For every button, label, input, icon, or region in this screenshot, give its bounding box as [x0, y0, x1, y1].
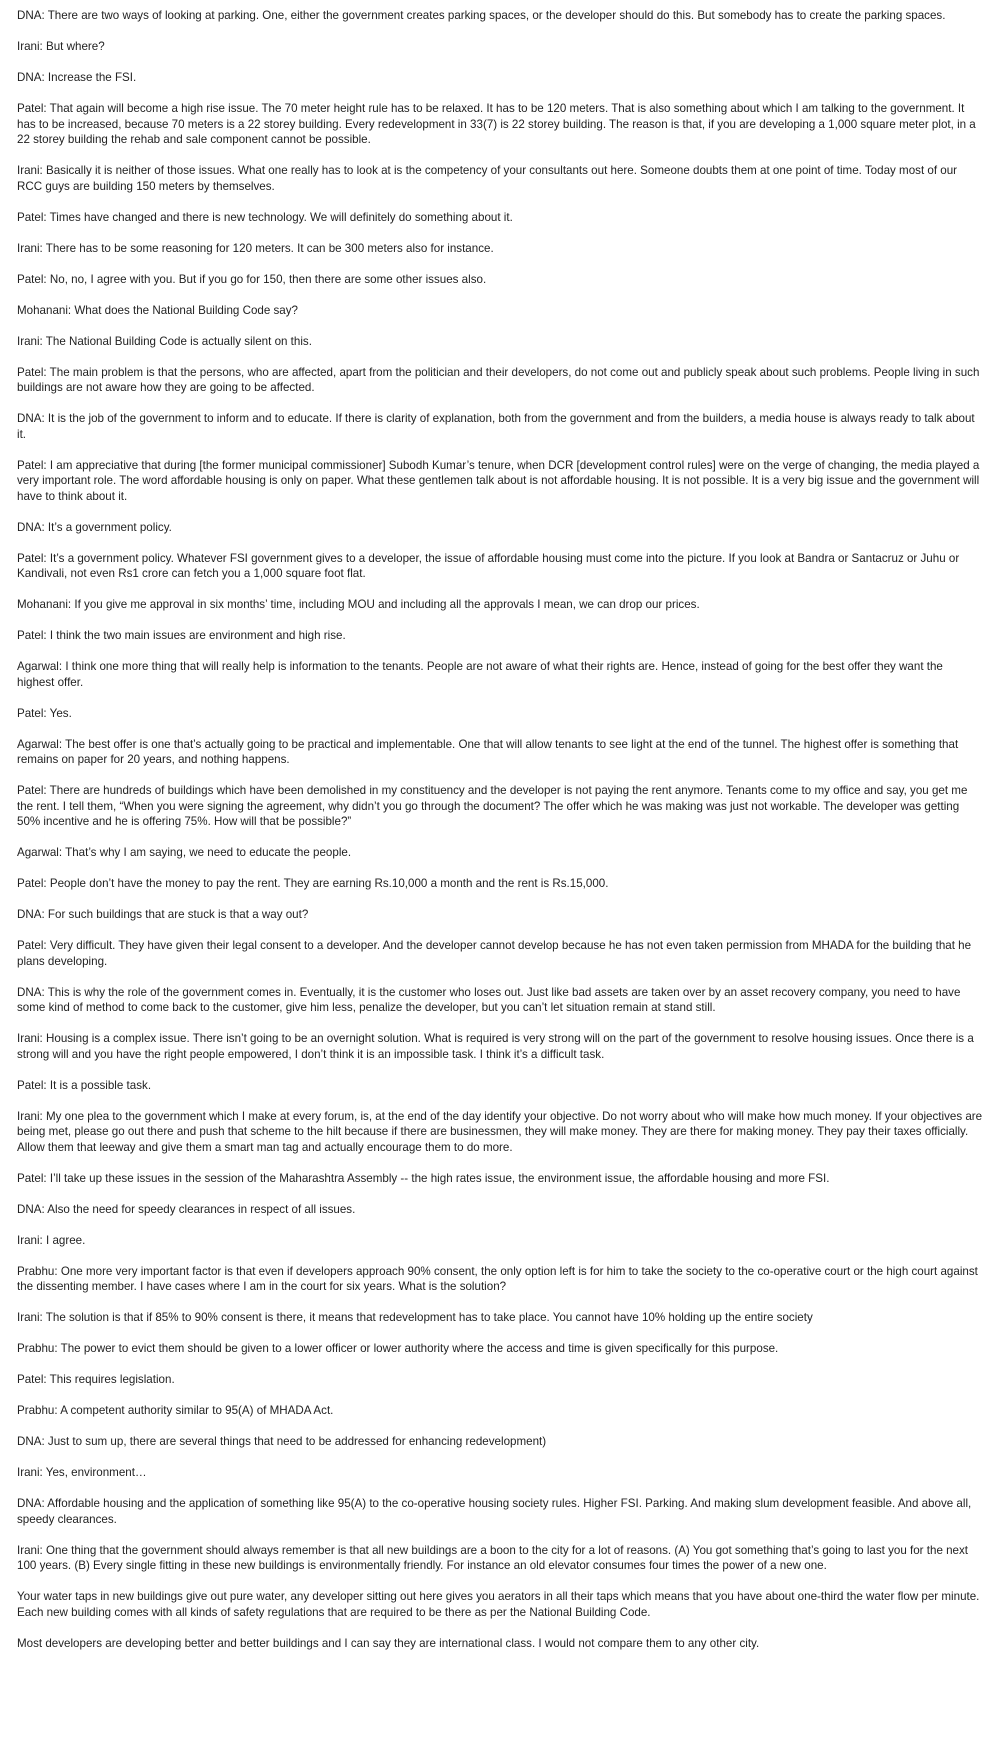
transcript-paragraph: Irani: The solution is that if 85% to 90% consent is there, it means that redevelopment has to take place. You cannot have 10% holding up the entire society	[17, 1311, 813, 1324]
transcript-paragraph: Irani: I agree.	[17, 1233, 86, 1247]
transcript-paragraph: Prabhu: A competent authority similar to 95(A) of MHADA Act.	[17, 1404, 334, 1417]
transcript-paragraph: Prabhu: One more very important factor is that even if developers approach 90% consent, the only option left is for him to take the society to the co-operative court or the high court against the dissenting member. I have cases where I am in the court for six years. What is the solution?	[17, 1264, 978, 1293]
transcript-paragraph: Most developers are developing better and better buildings and I can say they are international class. I would not compare them to any other city.	[17, 1636, 760, 1650]
transcript-paragraph: Patel: The main problem is that the persons, who are affected, apart from the politician and their developers, do not come out and publicly speak about such problems. People living in such buildings are not aware how they are going to be affected.	[17, 365, 980, 394]
transcript-paragraph: Irani: Basically it is neither of those issues. What one really has to look at is the competency of your consultants out here. Someone doubts them at one point of time. Today most of our RCC guys are building 150 meters by themselves.	[17, 164, 958, 193]
transcript-paragraph: Patel: It’s a government policy. Whatever FSI government gives to a developer, the issue of affordable housing must come into the picture. If you look at Bandra or Santacruz or Juhu or Kandivali, not even Rs1 crore can fetch you a 1,000 square foot flat.	[17, 551, 960, 580]
transcript-paragraph: Irani: My one plea to the government which I make at every forum, is, at the end of the day identify your objective. Do not worry about who will make how much money. If your objectives are being met, please go out there and push that scheme to the hilt because if there are businessmen, they will make money. They are there for making money. They pay their taxes officially. Allow them that leeway and give them a smart man tag and actually encourage them to do more.	[17, 1109, 983, 1154]
transcript-paragraph: Patel: Times have changed and there is new technology. We will definitely do something about it.	[17, 210, 513, 224]
transcript-paragraph: DNA: Also the need for speedy clearances in respect of all issues.	[17, 1202, 356, 1216]
transcript-paragraph: Agarwal: The best offer is one that’s actually going to be practical and implementable. One that will allow tenants to see light at the end of the tunnel. The highest offer is something that remains on paper for 20 years, and nothing happens.	[17, 737, 959, 766]
transcript-paragraph: Prabhu: The power to evict them should be given to a lower officer or lower authority where the access and time is given specifically for this purpose.	[17, 1342, 779, 1355]
transcript-paragraph: Agarwal: I think one more thing that will really help is information to the tenants. People are not aware of what their rights are. Hence, instead of going for the best offer they want the highest offer.	[17, 660, 943, 689]
transcript-paragraph: Agarwal: That’s why I am saying, we need to educate the people.	[17, 846, 352, 859]
transcript-paragraph: DNA: It is the job of the government to inform and to educate. If there is clarity of explanation, both from the government and from the builders, a media house is always ready to talk about it.	[17, 412, 975, 441]
transcript-paragraph: Irani: Yes, environment…	[17, 1466, 147, 1479]
transcript-paragraph: Irani: Housing is a complex issue. There isn’t going to be an overnight solution. What is required is very strong will on the part of the government to resolve housing issues. Once there is a strong will and you have the right people empowered, I don’t think it is an impossible task. I think it’s a difficult task.	[17, 1032, 974, 1061]
transcript-paragraph: Irani: But where?	[17, 40, 105, 53]
transcript-paragraph: DNA: Affordable housing and the application of something like 95(A) to the co-operative housing society rules. Higher FSI. Parking. And making slum development feasible. And above all, speedy clearances.	[17, 1497, 972, 1526]
transcript-paragraph: Irani: The National Building Code is actually silent on this.	[17, 334, 312, 348]
transcript-paragraph: Patel: I’ll take up these issues in the session of the Maharashtra Assembly -- the high rates issue, the environment issue, the affordable housing and more FSI.	[17, 1171, 830, 1185]
transcript-paragraph: Patel: People don’t have the money to pay the rent. They are earning Rs.10,000 a month and the rent is Rs.15,000.	[17, 877, 609, 890]
transcript-paragraph: Patel: This requires legislation.	[17, 1373, 175, 1386]
transcript-paragraph: Patel: I think the two main issues are environment and high rise.	[17, 629, 346, 642]
transcript-paragraph: Your water taps in new buildings give out pure water, any developer sitting out here gives you aerators in all their taps which means that you have about one-third the water flow per minute. Each new building comes with all kinds of safety regulations that are required to be there as per the National Building Code.	[17, 1590, 980, 1619]
transcript-paragraph: Mohanani: If you give me approval in six months’ time, including MOU and including all the approvals I mean, we can drop our prices.	[17, 598, 700, 611]
transcript-paragraph: Patel: That again will become a high rise issue. The 70 meter height rule has to be relaxed. It has to be 120 meters. That is also something about which I am talking to the government. It has to be increased, because 70 meters is a 22 storey building. Every redevelopment in 33(7) is 22 storey building. The reason is that, if you are developing a 1,000 square meter plot, in a 22 storey building the rehab and sale component cannot be possible.	[17, 102, 976, 146]
transcript-paragraph: Patel: No, no, I agree with you. But if you go for 150, then there are some other issues also.	[17, 272, 487, 286]
transcript-paragraph: Patel: There are hundreds of buildings which have been demolished in my constituency and the developer is not paying the rent anymore. Tenants come to my office and say, you get me the rent. I tell them, “When you were signing the agreement, why didn’t you go through the document? The offer which he was making was just not workable. The developer was getting 50% incentive and he is offering 75%. How will that be possible?”	[17, 784, 968, 828]
transcript-paragraph: DNA: Just to sum up, there are several things that need to be addressed for enhancing redevelopment)	[17, 1435, 547, 1448]
transcript-paragraph: Patel: It is a possible task.	[17, 1078, 152, 1092]
transcript-paragraph: Irani: One thing that the government should always remember is that all new buildings are a boon to the city for a lot of reasons. (A) You got something that’s going to last you for the next 100 years. (B) Every single fitting in these new buildings is environmentally friendly. For instance an old elevator consumes four times the power of a new one.	[17, 1543, 969, 1572]
transcript-paragraph: Mohanani: What does the National Building Code say?	[17, 303, 299, 317]
transcript-paragraph: DNA: There are two ways of looking at parking. One, either the government creates parking spaces, or the developer should do this. But somebody has to create the parking spaces.	[17, 9, 946, 22]
transcript-paragraph: Irani: There has to be some reasoning for 120 meters. It can be 300 meters also for instance.	[17, 241, 494, 255]
transcript-paragraph: DNA: It’s a government policy.	[17, 520, 172, 534]
transcript-paragraph: Patel: I am appreciative that during [the former municipal commissioner] Subodh Kumar’s tenure, when DCR [development control rules] were on the verge of changing, the media played a very important role. The word affordable housing is only on paper. What these gentlemen talk about is not affordable housing. It is not possible. It is a very big issue and the government will have to think about it.	[17, 458, 980, 503]
transcript-paragraph: DNA: Increase the FSI.	[17, 71, 137, 84]
transcript-paragraph: Patel: Yes.	[17, 706, 72, 720]
transcript-paragraph: Patel: Very difficult. They have given their legal consent to a developer. And the developer cannot develop because he has not even taken permission from MHADA for the building that he plans developing.	[17, 939, 972, 968]
transcript-paragraph: DNA: This is why the role of the government comes in. Eventually, it is the customer who loses out. Just like bad assets are taken over by an asset recovery company, you need to have some kind of method to come back to the customer, give him less, penalize the developer, but you can’t let situation remain at stand still.	[17, 985, 961, 1014]
transcript-paragraph: DNA: For such buildings that are stuck is that a way out?	[17, 908, 309, 921]
transcript-document	[17, 8, 983, 1667]
